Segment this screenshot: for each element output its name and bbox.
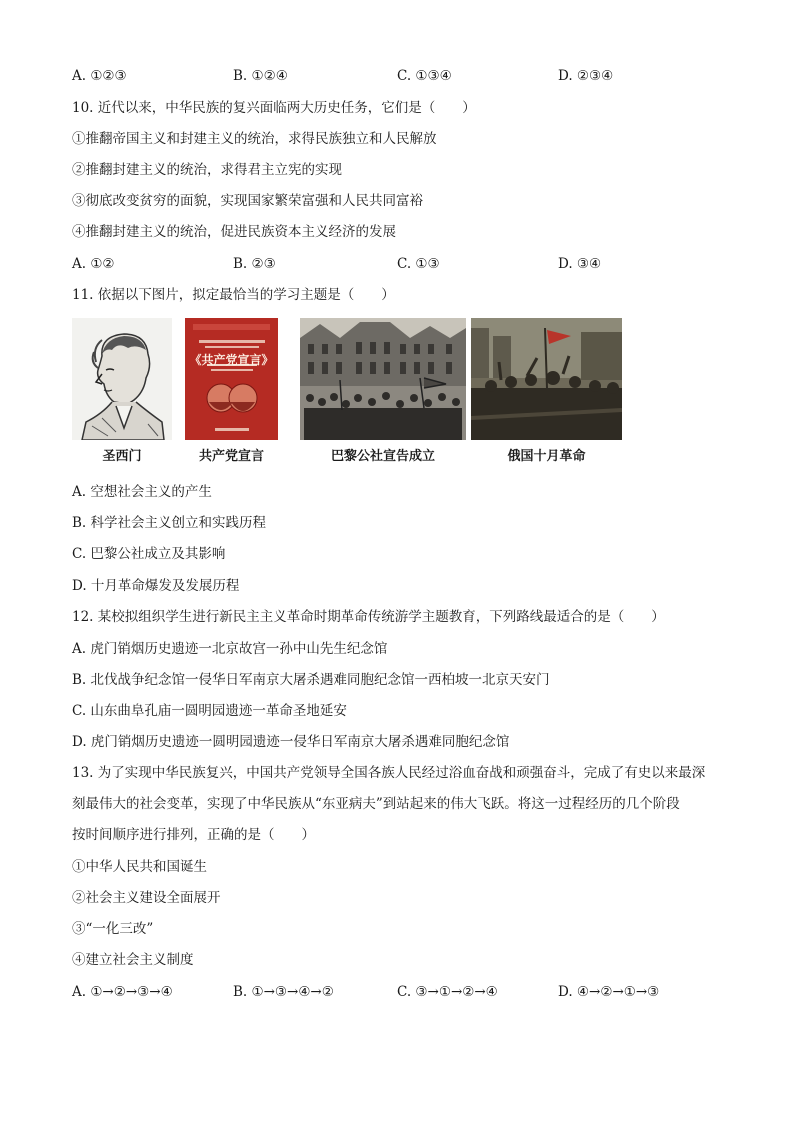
q13-item-2: ②社会主义建设全面展开 bbox=[72, 890, 221, 906]
q10-option-b[interactable]: B. ②③ bbox=[233, 256, 276, 272]
caption-communist-manifesto: 共产党宣言 bbox=[198, 449, 264, 464]
q13-option-a[interactable]: A. ①→②→③→④ bbox=[72, 984, 173, 1000]
q13-option-d[interactable]: D. ④→②→①→③ bbox=[558, 984, 660, 1000]
q10-item-2: ②推翻封建主义的统治，求得君主立宪的实现 bbox=[72, 162, 342, 178]
saint-simon-portrait bbox=[72, 318, 172, 440]
q13-item-4: ④建立社会主义制度 bbox=[72, 952, 194, 968]
q9-option-c[interactable]: C. ①③④ bbox=[397, 68, 452, 84]
q9-option-a[interactable]: A. ①②③ bbox=[72, 68, 127, 84]
q13-item-1: ①中华人民共和国诞生 bbox=[72, 859, 207, 875]
q11-option-c[interactable]: C. 巴黎公社成立及其影响 bbox=[72, 546, 226, 562]
q12-option-a[interactable]: A. 虎门销烟历史遗迹一北京故宫一孙中山先生纪念馆 bbox=[72, 641, 388, 657]
q13-options bbox=[72, 982, 712, 1002]
caption-paris-commune: 巴黎公社宣告成立 bbox=[330, 449, 435, 464]
q12-option-d[interactable]: D. 虎门销烟历史遗迹一圆明园遗迹一侵华日军南京大屠杀遇难同胞纪念馆 bbox=[72, 734, 510, 750]
q13-stem-line-2: 刻最伟大的社会变革，实现了中华民族从“东亚病夫”到站起来的伟大飞跃。将这一过程经历的几个阶段 bbox=[72, 796, 680, 812]
q13-option-c[interactable]: C. ③→①→②→④ bbox=[397, 984, 498, 1000]
q13-stem-line-3: 按时间顺序进行排列，正确的是（ ） bbox=[72, 827, 315, 843]
q10-option-d[interactable]: D. ③④ bbox=[558, 256, 602, 272]
q10-item-1: ①推翻帝国主义和封建主义的统治，求得民族独立和人民解放 bbox=[72, 131, 437, 147]
q10-item-3: ③彻底改变贫穷的面貌，实现国家繁荣富强和人民共同富裕 bbox=[72, 193, 423, 209]
q9-option-b[interactable]: B. ①②④ bbox=[233, 68, 288, 84]
q12-option-c[interactable]: C. 山东曲阜孔庙一圆明园遗迹一革命圣地延安 bbox=[72, 703, 347, 719]
q9-options bbox=[72, 66, 712, 86]
q13-item-3: ③“一化三改” bbox=[72, 921, 154, 937]
q12-stem: 12. 某校拟组织学生进行新民主主义革命时期革命传统游学主题教育，下列路线最适合的是（ ） bbox=[72, 609, 665, 625]
caption-saint-simon: 圣西门 bbox=[102, 449, 142, 464]
book-title: 《共产党宣言》 bbox=[189, 353, 274, 367]
communist-manifesto-cover bbox=[185, 318, 278, 440]
q10-stem: 10. 近代以来，中华民族的复兴面临两大历史任务，它们是（ ） bbox=[72, 100, 476, 116]
q11-option-d[interactable]: D. 十月革命爆发及发展历程 bbox=[72, 578, 240, 594]
q11-option-b[interactable]: B. 科学社会主义创立和实践历程 bbox=[72, 515, 267, 531]
q12-option-b[interactable]: B. 北伐战争纪念馆一侵华日军南京大屠杀遇难同胞纪念馆一西柏坡一北京天安门 bbox=[72, 672, 550, 688]
q10-item-4: ④推翻封建主义的统治，促进民族资本主义经济的发展 bbox=[72, 224, 396, 240]
q9-option-d[interactable]: D. ②③④ bbox=[558, 68, 614, 84]
q11-option-a[interactable]: A. 空想社会主义的产生 bbox=[72, 484, 212, 500]
q13-option-b[interactable]: B. ①→③→④→② bbox=[233, 984, 334, 1000]
q10-option-c[interactable]: C. ①③ bbox=[397, 256, 440, 272]
caption-october-revolution: 俄国十月革命 bbox=[507, 449, 586, 464]
q13-stem-line-1: 13. 为了实现中华民族复兴，中国共产党领导全国各族人民经过浴血奋战和顽强奋斗，完成了有史以来最深 bbox=[72, 765, 706, 781]
q10-option-a[interactable]: A. ①② bbox=[72, 256, 115, 272]
october-revolution-painting bbox=[471, 318, 622, 440]
paris-commune-engraving bbox=[300, 318, 466, 440]
q10-options bbox=[72, 254, 712, 274]
q11-stem: 11. 依据以下图片，拟定最恰当的学习主题是（ ） bbox=[72, 287, 395, 303]
